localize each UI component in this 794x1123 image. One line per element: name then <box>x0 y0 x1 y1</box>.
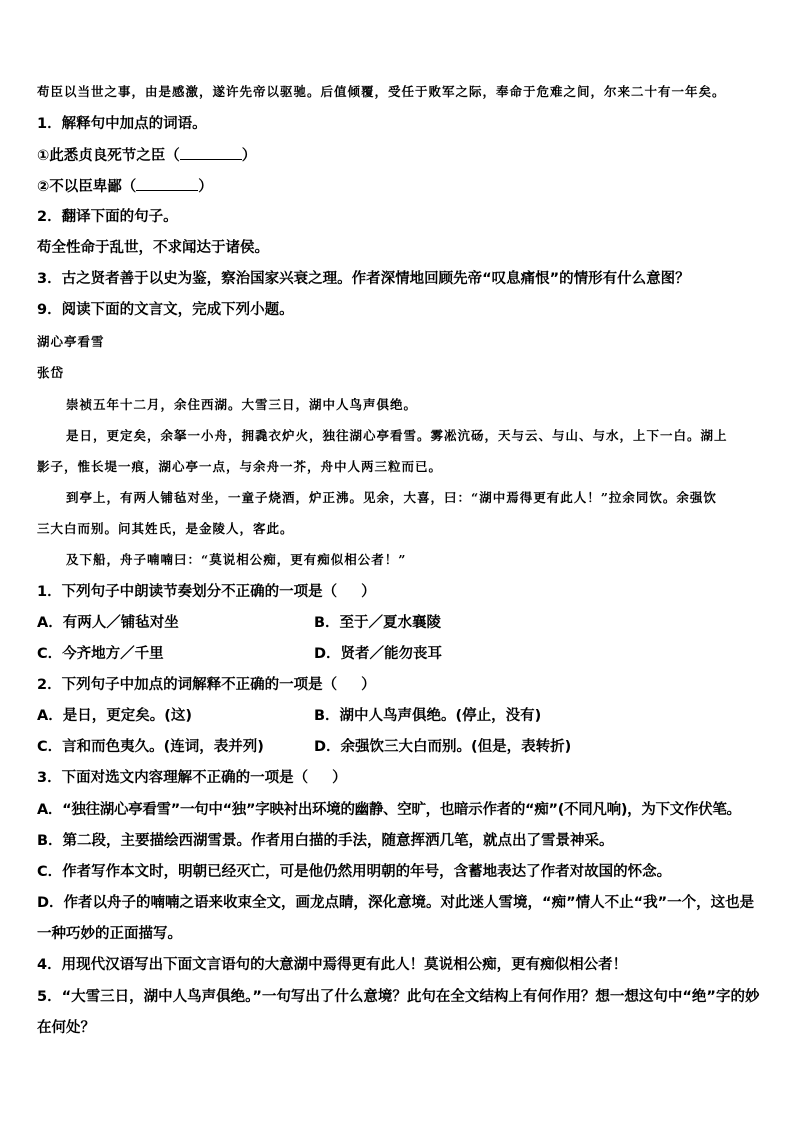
sub5-question: 5．“大雪三日，湖中人鸟声俱绝。”一句写出了什么意境？此句在全文结构上有何作用？想一想这句中“绝”字的妙 <box>37 989 760 1005</box>
option-c[interactable]: C．今齐地方／千里 <box>37 646 164 662</box>
option-b[interactable]: B．湖中人鸟声俱绝。(停止，没有) <box>314 708 542 724</box>
sub3-stem: 3．下面对选文内容理解不正确的一项是（ ） <box>37 770 347 786</box>
option-a[interactable]: A．“独往湖心亭看雪”一句中“独”字映衬出环境的幽静、空旷，也暗示作者的“痴”(不同凡响)，为下文作伏笔。 <box>37 802 741 818</box>
option-c[interactable]: C．言和而色夷久。(连词，表并列) <box>37 739 264 755</box>
passage-title: 湖心亭看雪 <box>37 334 105 349</box>
passage-paragraph: 到亭上，有两人铺毡对坐，一童子烧酒，炉正沸。见余，大喜，曰：“湖中焉得更有此人！”拉余同饮。余强饮 <box>66 490 717 505</box>
q1-item-1: ①此悉贞良死节之臣（ ） <box>37 145 256 166</box>
sub5-question-continued: 在何处？ <box>37 1020 95 1036</box>
q1-title: 1．解释句中加点的词语。 <box>37 116 207 132</box>
q9-title: 9．阅读下面的文言文，完成下列小题。 <box>37 302 294 318</box>
option-d-continued: 一种巧妙的正面描写。 <box>37 926 182 942</box>
answer-blank[interactable] <box>180 145 242 160</box>
option-b[interactable]: B．第二段，主要描绘西湖雪景。作者用白描的手法，随意挥洒几笔，就点出了雪景神采。 <box>37 833 614 849</box>
option-d[interactable]: D．作者以舟子的喃喃之语来收束全文，画龙点睛，深化意境。对此迷人雪境，“痴”情人不止“我”一个，这也是 <box>37 895 755 911</box>
option-d[interactable]: D．贤者／能勿丧耳 <box>314 646 443 662</box>
sub4-question: 4．用现代汉语写出下面文言语句的大意湖中焉得更有此人！莫说相公痴，更有痴似相公者！ <box>37 957 628 973</box>
passage-paragraph: 是日，更定矣，余拏一小舟，拥毳衣炉火，独往湖心亭看雪。雾凇沆砀，天与云、与山、与水，上下一白。湖上 <box>66 428 728 443</box>
option-c[interactable]: C．作者写作本文时，明朝已经灭亡，可是他仍然用明朝的年号，含蓄地表达了作者对故国的怀念。 <box>37 864 672 880</box>
q2-sentence: 苟全性命于乱世，不求闻达于诸侯。 <box>37 240 269 256</box>
passage-paragraph: 三大白而别。问其姓氏，是金陵人，客此。 <box>37 521 294 536</box>
passage-author: 张岱 <box>37 365 65 380</box>
answer-blank[interactable] <box>136 176 198 191</box>
option-b[interactable]: B．至于／夏水襄陵 <box>314 615 442 631</box>
q2-title: 2．翻译下面的句子。 <box>37 209 178 225</box>
sub2-stem: 2．下列句子中加点的词解释不正确的一项是（ ） <box>37 677 376 693</box>
q1-item-2: ②不以臣卑鄙（ ） <box>37 176 213 197</box>
option-d[interactable]: D．余强饮三大白而别。(但是，表转折) <box>314 739 572 755</box>
intro-line: 苟臣以当世之事，由是感激，遂许先帝以驱驰。后值倾覆，受任于败军之际，奉命于危难之间，尔来二十有一年矣。 <box>37 84 726 99</box>
sub1-stem: 1．下列句子中朗读节奏划分不正确的一项是（ ） <box>37 584 376 600</box>
option-a[interactable]: A．是日，更定矣。(这) <box>37 708 192 724</box>
passage-paragraph: 崇祯五年十二月，余住西湖。大雪三日，湖中人鸟声俱绝。 <box>66 397 418 412</box>
q3-title: 3．古之贤者善于以史为鉴，察治国家兴衰之理。作者深情地回顾先帝“叹息痛恨”的情形有什么意图？ <box>37 271 690 287</box>
passage-paragraph: 影子，惟长堤一痕，湖心亭一点，与余舟一芥，舟中人两三粒而已。 <box>37 459 443 474</box>
option-a[interactable]: A．有两人／铺毡对坐 <box>37 615 179 631</box>
passage-paragraph: 及下船，舟子喃喃曰：“莫说相公痴，更有痴似相公者！” <box>66 552 407 567</box>
